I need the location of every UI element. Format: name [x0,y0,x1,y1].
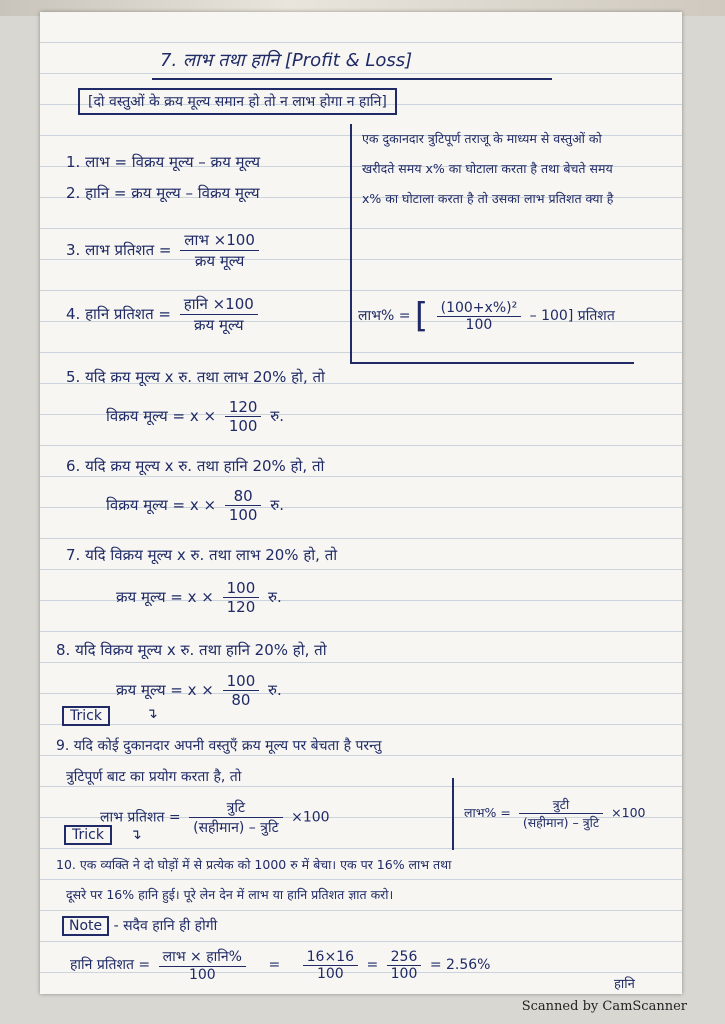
item-8-formula [116,672,282,709]
formula-3-numerator: लाभ ×100 [180,230,259,251]
side-note-box [350,124,634,364]
equal-cost-note: [दो वस्तुओं के क्रय मूल्य समान हो तो न लाभ होगा न हानि] [78,88,397,115]
item-8-denominator: 80 [231,691,251,709]
formula-3-label: 3. लाभ प्रतिशत = [66,241,172,259]
item-10-line-1: 10. एक व्यक्ति ने दो घोड़ों में से प्रत्येक को 1000 रु में बेचा। एक पर 16% लाभ तथा [56,857,452,872]
final-denominator-1: 100 [188,967,216,983]
item-5-numerator: 120 [225,398,262,417]
item-9-denominator: (सहीमान) – त्रुटि [193,820,279,836]
trick-label-1: Trick [62,706,110,726]
item-7-lhs: क्रय मूल्य = x × [116,588,214,606]
side-formula-fraction [437,300,522,333]
item-9-numerator: त्रुटि [189,798,283,818]
item-6-numerator: 80 [225,487,262,506]
item-9-alt-numerator: त्रुटी [519,796,603,814]
final-numerator-2: 16×16 [303,949,358,966]
item-8: 8. यदि विक्रय मूल्य x रु. तथा हानि 20% हो, तो [56,641,327,659]
item-5: 5. यदि क्रय मूल्य x रु. तथा लाभ 20% हो, तो [66,368,325,386]
item-5-lhs: विक्रय मूल्य = x × [106,407,217,425]
item-9-alt-lhs: लाभ% = [464,805,511,820]
scanner-watermark: Scanned by CamScanner [521,999,687,1014]
side-formula-denominator: 100 [465,316,493,333]
final-result-word: हानि [614,977,635,992]
formula-3-fraction [180,230,259,271]
side-formula-tail: – 100] प्रतिशत [529,308,615,324]
final-result: = 2.56% [429,957,491,973]
side-note-formula [358,296,615,336]
page-title: 7. लाभ तथा हानि [Profit & Loss] [160,50,413,71]
note-text: - सदैव हानि ही होगी [113,918,218,934]
item-9-tail: ×100 [291,809,330,826]
item-9-lhs: लाभ प्रतिशत = [100,809,181,826]
item-5-formula [106,398,284,435]
item-6: 6. यदि क्रय मूल्य x रु. तथा हानि 20% हो, तो [66,457,325,475]
formula-1: 1. लाभ = विक्रय मूल्य – क्रय मूल्य [66,153,261,171]
item-6-formula [106,487,284,524]
item-9-fraction [189,798,283,837]
final-equals-2: = [366,957,379,973]
formula-4-numerator: हानि ×100 [180,294,258,315]
side-formula-numerator: (100+x%)² [437,300,522,317]
formula-4-denominator: क्रय मूल्य [194,316,244,334]
final-denominator-3: 100 [390,965,418,982]
arrow-down-icon: ↴ [146,706,158,722]
final-denominator-2: 100 [316,965,344,982]
item-7-numerator: 100 [223,579,260,598]
item-6-unit: रु. [270,496,285,514]
notebook-page [40,12,682,994]
item-9-alt-fraction [519,796,603,831]
final-fraction-3 [387,949,422,982]
final-numerator-1: लाभ × हानि% [159,947,246,967]
item-9-alt-formula [464,796,646,831]
side-note-text: एक दुकानदार त्रुटिपूर्ण तराजू के माध्यम से वस्तुओं को खरीदते समय x% का घोटाला करता है तथा बेचते समय x% का घोटाला करता है तो उसका लाभ प्रतिशत क्या है [362,131,614,206]
item-9-alt-denominator: (सहीमान) – त्रुटि [522,815,600,830]
side-formula-label: लाभ% = [358,308,411,324]
formula-4-fraction [180,294,258,335]
item-9-line-1: 9. यदि कोई दुकानदार अपनी वस्तुएँ क्रय मूल्य पर बेचता है परन्तु [56,738,382,754]
arrow-down-icon-2: ↴ [130,827,142,843]
item-7-unit: रु. [268,588,282,606]
final-formula [70,947,490,983]
item-6-denominator: 100 [228,506,258,524]
item-8-fraction [223,672,260,709]
title-underline [152,78,552,80]
final-lhs: हानि प्रतिशत = [70,957,151,973]
final-fraction-1 [159,947,246,983]
item-10-line-2: दूसरे पर 16% हानि हुई। पूरे लेन देन में लाभ या हानि प्रतिशत ज्ञात करो। [66,887,394,902]
formula-3 [66,230,263,271]
note-line [62,916,217,935]
item-7-fraction [223,579,260,616]
item-5-denominator: 100 [228,417,258,435]
item-8-numerator: 100 [223,672,260,691]
item-9-line-2: त्रुटिपूर्ण बाट का प्रयोग करता है, तो [66,769,242,785]
note-label: Note [62,916,109,936]
item-8-unit: रु. [268,681,282,699]
item-7-formula [116,579,282,616]
item-5-unit: रु. [270,407,285,425]
item-9-divider [452,778,454,850]
formula-4-label: 4. हानि प्रतिशत = [66,305,171,323]
final-fraction-2 [303,949,358,982]
formula-2: 2. हानि = क्रय मूल्य – विक्रय मूल्य [66,184,260,202]
trick-label-2: Trick [64,825,112,845]
item-9-alt-tail: ×100 [611,805,646,820]
item-6-fraction [225,487,262,524]
item-8-lhs: क्रय मूल्य = x × [116,681,214,699]
final-numerator-3: 256 [387,949,422,966]
formula-4 [66,294,262,335]
item-7: 7. यदि विक्रय मूल्य x रु. तथा लाभ 20% हो, तो [66,546,338,564]
final-equals-1: = [268,957,281,973]
item-7-denominator: 120 [226,598,256,616]
bracket-open: [ [414,296,429,336]
item-6-lhs: विक्रय मूल्य = x × [106,496,217,514]
item-5-fraction [225,398,262,435]
formula-3-denominator: क्रय मूल्य [194,252,245,270]
